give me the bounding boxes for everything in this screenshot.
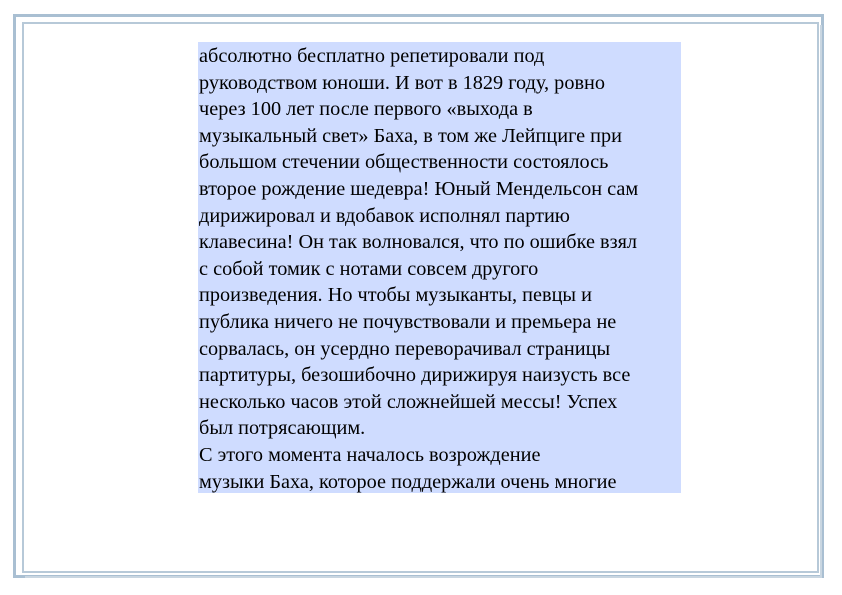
text-line: через 100 лет после первого «выхода в <box>199 98 533 121</box>
text-line: сорвалась, он усердно переворачивал страницы <box>199 337 611 360</box>
text-line: большом стечении общественности состоялось <box>199 151 609 174</box>
text-line: второе рождение шедевра! Юный Мендельсон сам <box>199 177 639 200</box>
text-line: С этого момента началось возрождение <box>199 443 541 466</box>
text-line: музыки Баха, которое поддержали очень многие <box>199 470 617 493</box>
text-line: был потрясающим. <box>199 417 366 440</box>
text-line: несколько часов этой сложнейшей мессы! Успех <box>199 390 618 413</box>
text-line: партитуры, безошибочно дирижируя наизусть все <box>199 364 631 387</box>
highlighted-text-block <box>198 42 681 493</box>
text-line: публика ничего не почувствовали и премьера не <box>199 310 617 333</box>
text-line: произведения. Но чтобы музыканты, певцы и <box>199 284 592 307</box>
text-line: дирижировал и вдобавок исполнял партию <box>199 204 570 227</box>
text-line: руководством юноши. И вот в 1829 году, ровно <box>199 71 606 94</box>
text-line: музыкальный свет» Баха, в том же Лейпциге при <box>199 124 623 147</box>
text-line: с собой томик с нотами совсем другого <box>199 257 539 280</box>
text-line: абсолютно бесплатно репетировали под <box>199 45 545 67</box>
text-line: клавесина! Он так волновался, что по ошибке взял <box>199 231 638 254</box>
